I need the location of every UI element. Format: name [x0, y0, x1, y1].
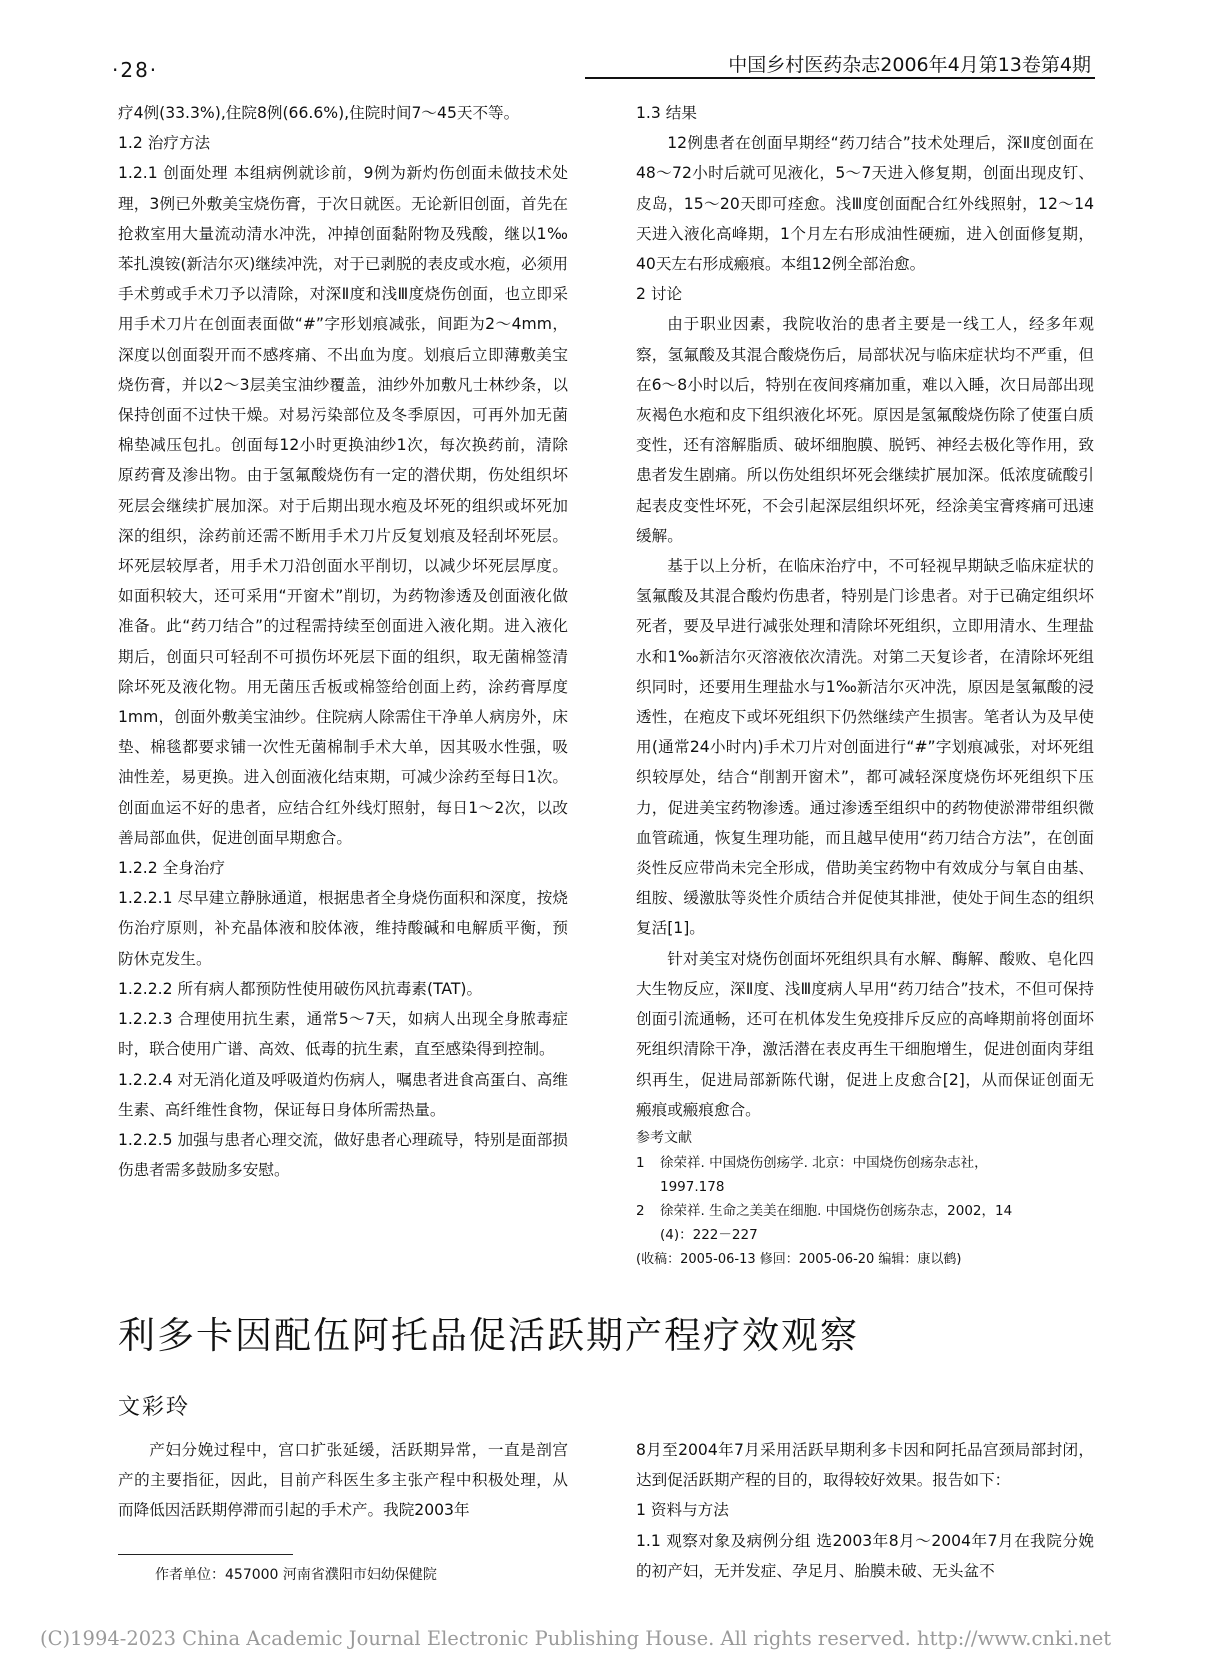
paragraph: 由于职业因素，我院收治的患者主要是一线工人，经多年观察，氢氟酸及其混合酸烧伤后，局部状况与临床症状均不严重，但在6～8小时以后，特别在夜间疼痛加重，难以入睡，次日局部出现灰褐色水疱和皮下组织液化坏死。原因是氢氟酸烧伤除了使蛋白质变性，还有溶解脂质、破坏细胞膜、脱钙、神经去极化等作用，致患者发生剧痛。所以伤处组织坏死会继续扩展加深。低浓度硫酸引起表皮变性坏死，不会引起深层组织坏死，经涂美宝膏疼痛可迅速缓解。: [636, 315, 1094, 545]
paragraph: 1.2.2.3 合理使用抗生素，通常5～7天，如病人出现全身脓毒症时，联合使用广谱、高效、低毒的抗生素，直至感染得到控制。: [118, 1010, 568, 1059]
article2-left-column: [118, 1435, 568, 1526]
paragraph: 12例患者在创面早期经“药刀结合”技术处理后，深Ⅱ度创面在48～72小时后就可见液化，5～7天进入修复期，创面出现皮钉、皮岛，15～20天即可痊愈。浅Ⅲ度创面配合红外线照射，12～14天进入液化高峰期，1个月左右形成油性硬痂，进入创面修复期，40天左右形成瘢痕。本组12例全部治愈。: [636, 134, 1094, 274]
left-column: [118, 98, 568, 1185]
copyright-watermark: (C)1994-2023 China Academic Journal Electronic Publishing House. All rights reserved. http://www.cnki.net: [40, 1627, 1112, 1650]
paragraph: 疗4例(33.3%),住院8例(66.6%),住院时间7～45天不等。: [118, 104, 520, 122]
paragraph: 1.2.2 全身治疗: [118, 859, 226, 878]
paragraph: 1.2 治疗方法: [118, 134, 211, 153]
reference-text: 徐荣祥. 生命之美美在细胞. 中国烧伤创疡杂志，2002，14: [660, 1202, 1013, 1219]
paragraph: 1 资料与方法: [636, 1501, 729, 1520]
paragraph: 1.3 结果: [636, 104, 697, 122]
reference-text: 徐荣祥. 中国烧伤创疡学. 北京：中国烧伤创疡杂志社，: [660, 1154, 988, 1171]
page-number: ·28·: [112, 58, 159, 82]
paragraph: 1.1 观察对象及病例分组 选2003年8月～2004年7月在我院分娩的初产妇，无并发症、孕足月、胎膜未破、无头盆不: [636, 1531, 1094, 1580]
references-title: 参考文献: [636, 1129, 692, 1146]
paragraph: 针对美宝对烧伤创面坏死组织具有水解、酶解、酸败、皂化四大生物反应，深Ⅱ度、浅Ⅲ度病人早用“药刀结合”技术，不但可保持创面引流通畅，还可在机体发生免疫排斥反应的高峰期前将创面坏死组织清除干净，激活潜在表皮再生干细胞增生，促进创面肉芽组织再生，促进局部新陈代谢，促进上皮愈合[2]，从而保证创面无瘢痕或瘢痕愈合。: [636, 949, 1094, 1119]
reference-text-cont: 1997.178: [660, 1178, 725, 1195]
paragraph: 基于以上分析，在临床治疗中，不可轻视早期缺乏临床症状的氢氟酸及其混合酸灼伤患者，特别是门诊患者。对于已确定组织坏死者，要及早进行减张处理和清除坏死组织，立即用清水、生理盐水和1‰新洁尔灭溶液依次清洗。对第二天复诊者，在清除坏死组织同时，还要用生理盐水与1‰新洁尔灭冲洗，原因是氢氟酸的浸透性，在疱皮下或坏死组织下仍然继续产生损害。笔者认为及早使用(通常24小时内)手术刀片对创面进行“#”字划痕减张，对坏死组织较厚处，结合“削割开窗术”，都可减轻深度烧伤坏死组织下压力，促进美宝药物渗透。通过渗透至组织中的药物使淤滞带组织微血管疏通，恢复生理功能，而且越早使用“药刀结合方法”，在创面炎性反应带尚未完全形成，借助美宝药物中有效成分与氧自由基、组胺、缓激肽等炎性介质结合并促使其排泄，使处于间生态的组织复活[1]。: [636, 557, 1094, 938]
references: [636, 1125, 1094, 1273]
reference-number: 1: [636, 1154, 645, 1171]
right-column: [636, 98, 1094, 1273]
header-rule: [585, 77, 1095, 79]
reference-number: 2: [636, 1202, 645, 1219]
author-name: 文彩玲: [118, 1395, 191, 1420]
paragraph: 2 讨论: [636, 285, 683, 304]
paragraph: 8月至2004年7月采用活跃早期利多卡因和阿托品宫颈局部封闭，达到促活跃期产程的目的，取得较好效果。报告如下：: [636, 1441, 1094, 1490]
author-affiliation: 作者单位：457000 河南省濮阳市妇幼保健院: [155, 1567, 437, 1583]
paragraph: 1.2.2.1 尽早建立静脉通道，根据患者全身烧伤面积和深度，按烧伤治疗原则，补充晶体液和胶体液，维持酸碱和电解质平衡，预防休克发生。: [118, 889, 568, 968]
article2-right-column: [636, 1435, 1094, 1586]
paragraph: 1.2.1 创面处理 本组病例就诊前，9例为新灼伤创面未做技术处理，3例已外敷美宝烧伤膏，于次日就医。无论新旧创面，首先在抢救室用大量流动清水冲洗，冲掉创面黏附物及残酸，继以1‰苯扎溴铵(新洁尔灭)继续冲洗，对于已剥脱的表皮或水疱，必须用手术剪或手术刀予以清除，对深Ⅱ度和浅Ⅲ度烧伤创面，也立即采用手术刀片在创面表面做“#”字形划痕减张，间距为2～4mm，深度以创面裂开而不感疼痛、不出血为度。划痕后立即薄敷美宝烧伤膏，并以2～3层美宝油纱覆盖，油纱外加敷凡士林纱条，以保持创面不过快干燥。对易污染部位及冬季原因，可再外加无菌棉垫减压包扎。创面每12小时更换油纱1次，每次换药前，清除原药膏及渗出物。由于氢氟酸烧伤有一定的潜伏期，伤处组织坏死层会继续扩展加深。对于后期出现水疱及坏死的组织或坏死加深的组织，涂药前还需不断用手术刀片反复划痕及轻刮坏死层。坏死层较厚者，用手术刀沿创面水平削切，以减少坏死层厚度。如面积较大，还可采用“开窗术”削切，为药物渗透及创面液化做准备。此“药刀结合”的过程需持续至创面进入液化期。进入液化期后，创面只可轻刮不可损伤坏死层下面的组织，取无菌棉签清除坏死及液化物。用无菌压舌板或棉签给创面上药，涂药膏厚度1mm，创面外敷美宝油纱。住院病人除需住干净单人病房外，床垫、棉毯都要求铺一次性无菌棉制手术大单，因其吸水性强，吸油性差，易更换。进入创面液化结束期，可减少涂药至每日1次。创面血运不好的患者，应结合红外线灯照射，每日1～2次，以改善局部血供，促进创面早期愈合。: [118, 164, 568, 847]
article-title: 利多卡因配伍阿托品促活跃期产程疗效观察: [118, 1314, 859, 1357]
paragraph: 产妇分娩过程中，宫口扩张延缓，活跃期异常，一直是剖宫产的主要指征，因此，目前产科医生多主张产程中积极处理，从而降低因活跃期停滞而引起的手术产。我院2003年: [118, 1441, 568, 1520]
reference-item: [636, 1151, 1094, 1199]
paragraph: 1.2.2.2 所有病人都预防性使用破伤风抗毒素(TAT)。: [118, 979, 483, 998]
reference-item: [636, 1199, 1094, 1247]
received-dates: (收稿：2005-06-13 修回：2005-06-20 编辑：康以鹤): [636, 1251, 962, 1267]
journal-header: 中国乡村医药杂志2006年4月第13卷第4期: [728, 54, 1091, 76]
paragraph: 1.2.2.4 对无消化道及呼吸道灼伤病人，嘱患者进食高蛋白、高维生素、高纤维性食物，保证每日身体所需热量。: [118, 1070, 568, 1119]
footnote-rule: [118, 1554, 293, 1555]
paragraph: 1.2.2.5 加强与患者心理交流，做好患者心理疏导，特别是面部损伤患者需多鼓励多安慰。: [118, 1130, 568, 1180]
reference-text-cont: (4)：222－227: [660, 1226, 758, 1243]
